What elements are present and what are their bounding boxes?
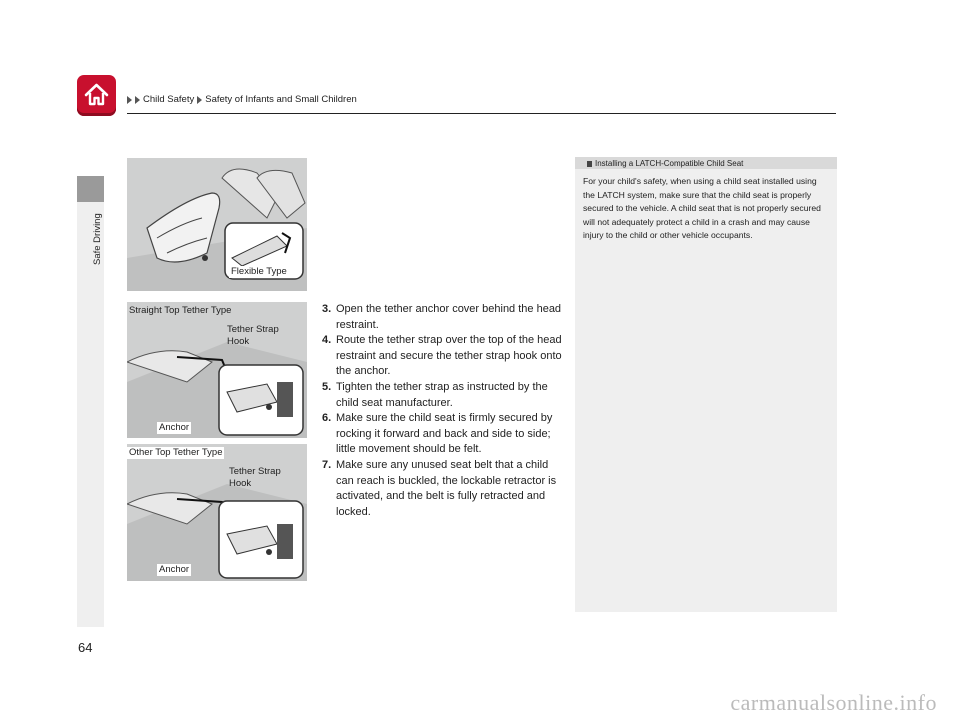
flexible-type-illustration — [127, 158, 307, 291]
breadcrumb-arrow-icon — [127, 96, 132, 104]
flexible-type-label: Flexible Type — [231, 266, 287, 277]
step-text: Open the tether anchor cover behind the head restraint. — [336, 303, 562, 331]
watermark: carmanualsonline.info — [730, 690, 937, 715]
note-marker-icon — [587, 161, 592, 167]
step-item — [322, 380, 562, 411]
straight-hook-label: Tether Strap Hook — [227, 324, 279, 347]
straight-anchor-label: Anchor — [159, 422, 190, 433]
other-hook-label: Tether Strap Hook — [229, 466, 281, 489]
other-tether-title: Other Top Tether Type — [129, 447, 223, 458]
step-text: Route the tether strap over the top of the head restraint and secure the tether strap hook onto the anchor. — [336, 334, 562, 378]
breadcrumb-item-safety-infants[interactable]: Safety of Infants and Small Children — [205, 94, 357, 105]
note-panel — [575, 157, 837, 612]
breadcrumb-item-child-safety[interactable]: Child Safety — [143, 94, 195, 105]
step-number: 5. — [322, 380, 332, 393]
step-number: 4. — [322, 334, 332, 347]
page-number: 64 — [78, 640, 93, 655]
straight-tether-illustration — [127, 302, 307, 438]
header-divider — [127, 113, 836, 114]
note-title-text: Installing a LATCH-Compatible Child Seat — [595, 159, 744, 168]
note-header — [575, 157, 837, 169]
home-icon — [83, 81, 110, 108]
note-title — [575, 157, 837, 168]
breadcrumb-arrow-icon — [197, 96, 202, 104]
sidebar-section-label: Safe Driving — [92, 213, 103, 265]
step-item — [322, 302, 562, 333]
other-tether-illustration — [127, 444, 307, 581]
home-button[interactable] — [77, 75, 116, 116]
instruction-steps — [322, 302, 562, 520]
note-body: For your child's safety, when using a child seat installed using the LATCH system, make sure that the child seat is properly secured to the vehicle. A child seat that is not properly secured will not adequately protect a child in a crash and may cause injury to the child or other vehicle occupants. — [583, 176, 821, 240]
step-text: Tighten the tether strap as instructed by the child seat manufacturer. — [336, 380, 548, 409]
step-item — [322, 458, 562, 520]
step-text: Make sure the child seat is firmly secured by rocking it forward and back and side to side; little movement should be felt. — [336, 412, 553, 456]
other-anchor-label: Anchor — [159, 564, 190, 575]
sidebar-section — [80, 213, 103, 285]
sidebar-tab-marker — [77, 176, 104, 202]
step-number: 6. — [322, 412, 332, 425]
breadcrumb-arrow-icon — [135, 96, 140, 104]
straight-tether-title: Straight Top Tether Type — [129, 305, 232, 316]
step-number: 7. — [322, 458, 332, 471]
breadcrumb — [127, 94, 357, 105]
step-item — [322, 333, 562, 380]
step-number: 3. — [322, 303, 332, 315]
step-text: Make sure any unused seat belt that a child can reach is buckled, the lockable retractor is activated, and the belt is fully retracted and locked. — [336, 458, 557, 518]
step-item — [322, 411, 562, 458]
